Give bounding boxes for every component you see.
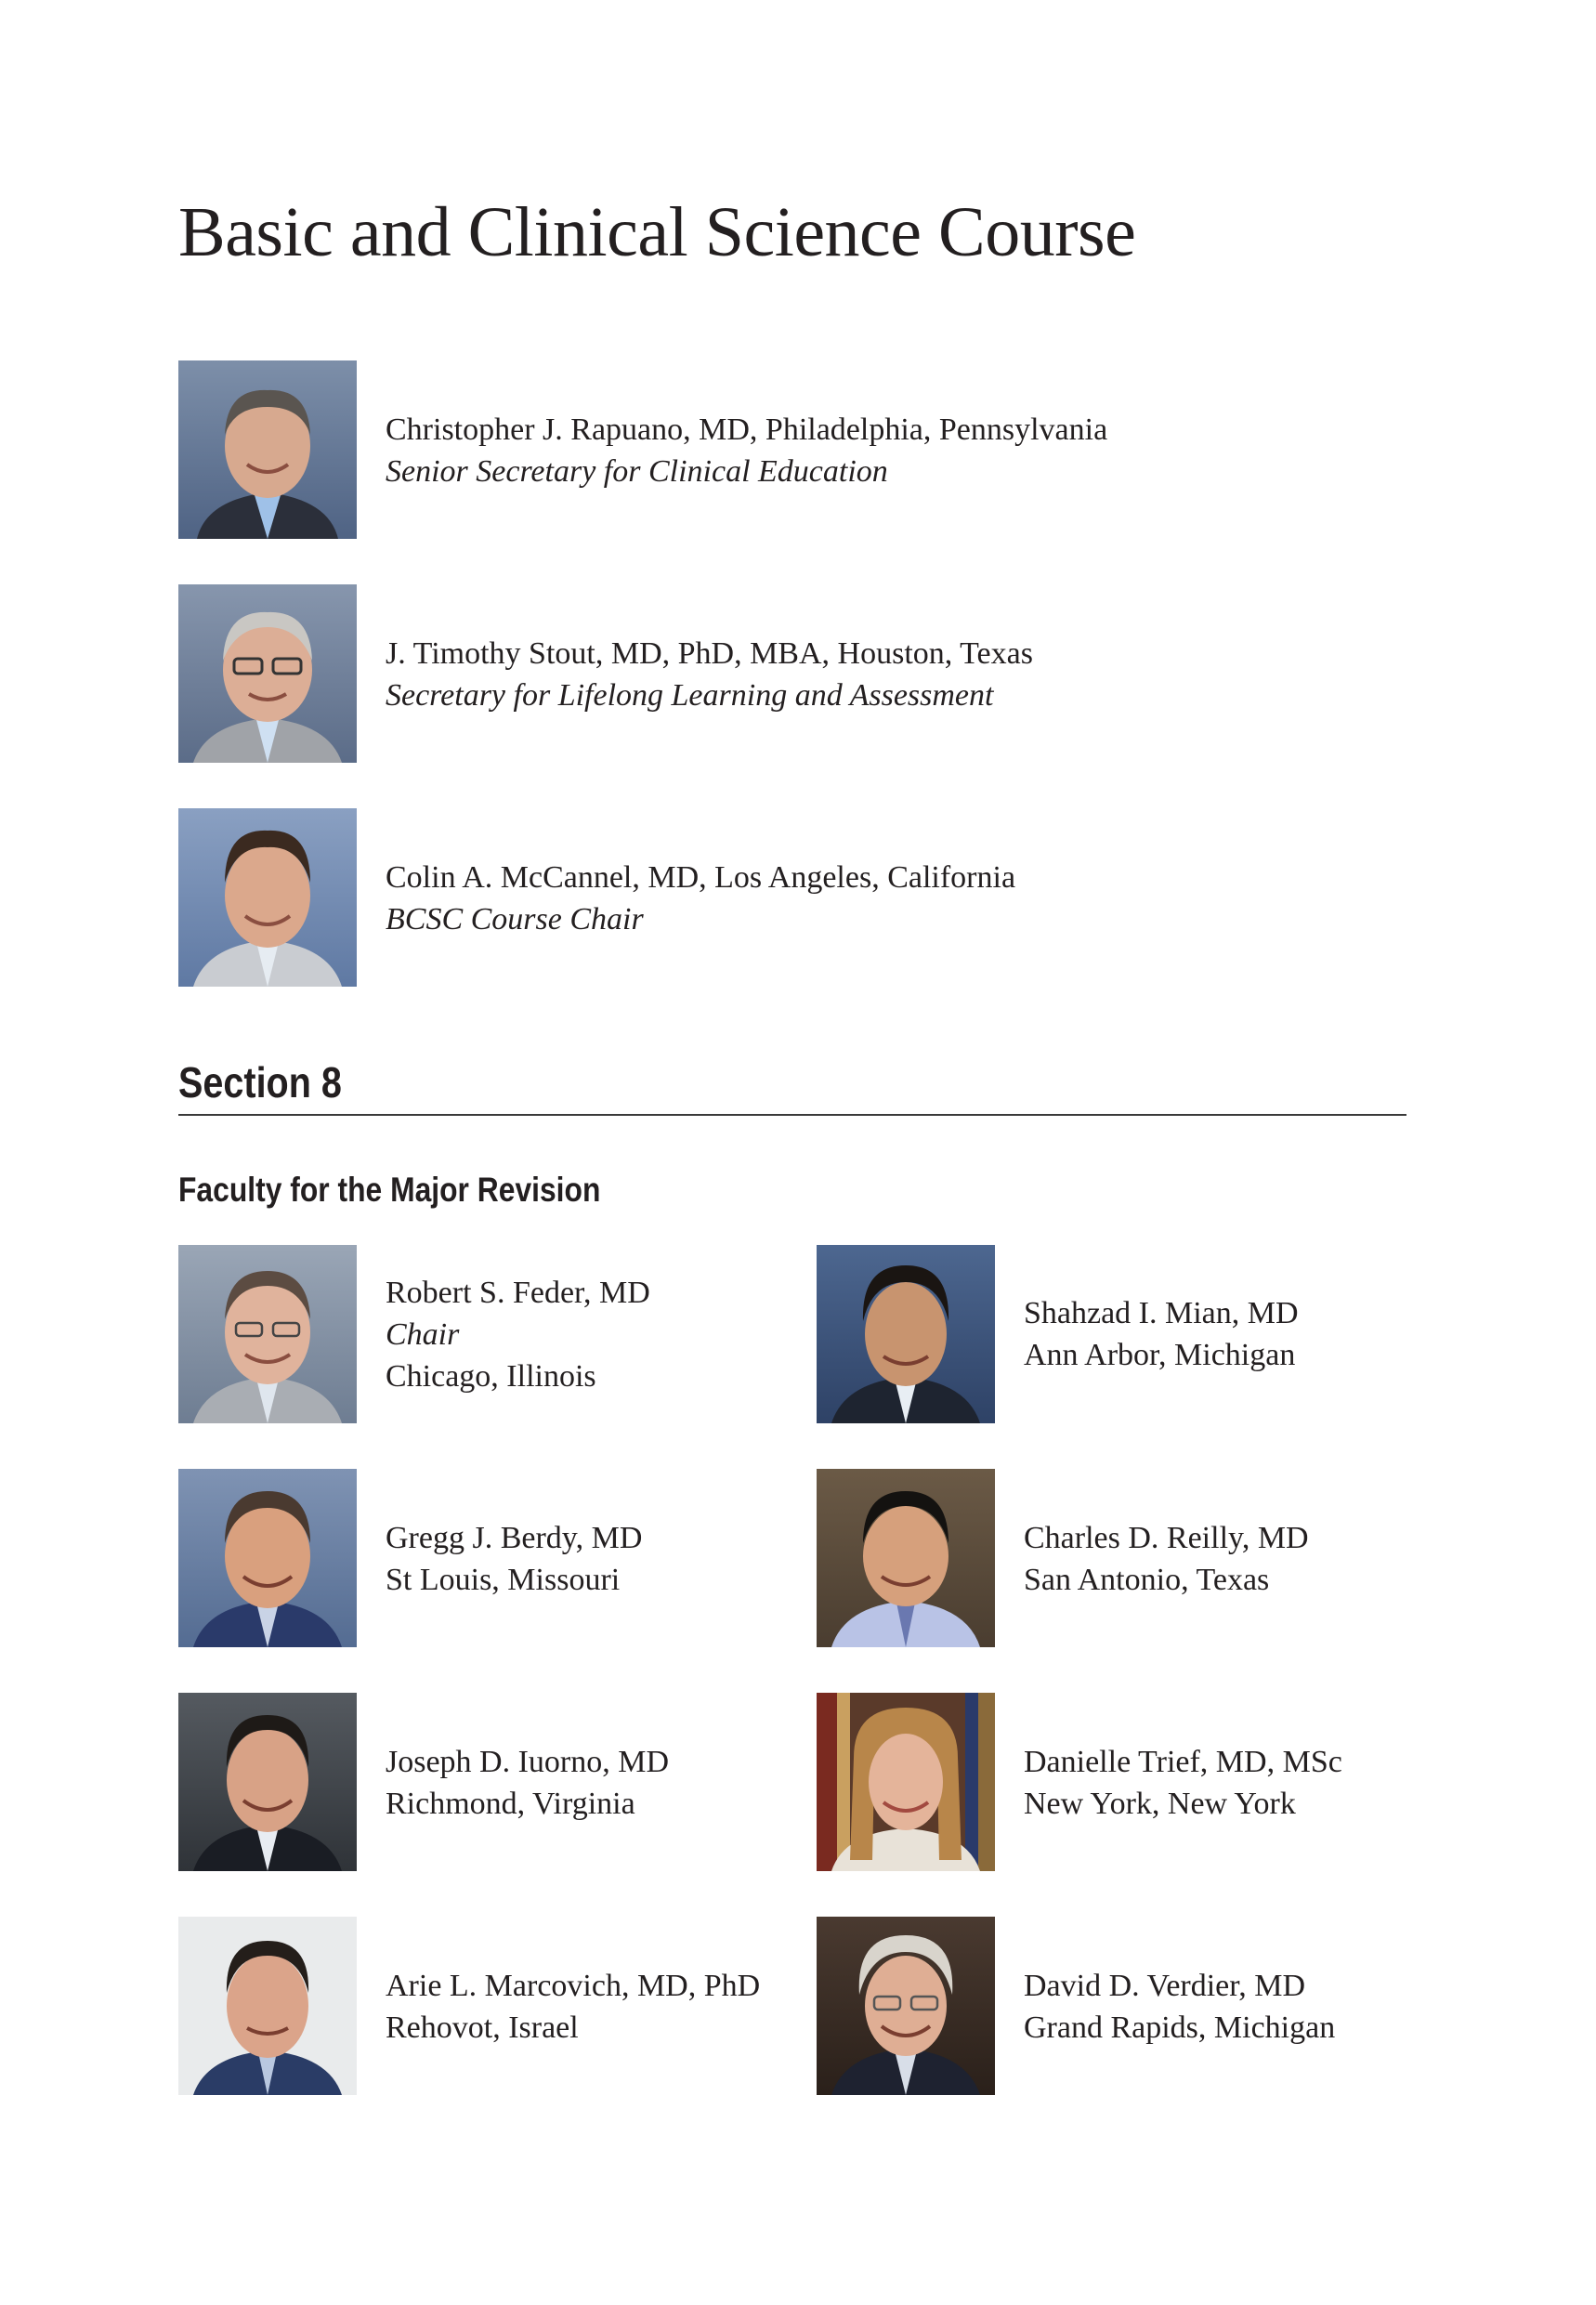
faculty-location: Chicago, Illinois	[386, 1359, 596, 1394]
faculty-name: Shahzad I. Mian, MD	[1024, 1296, 1299, 1330]
section-divider	[178, 1114, 1406, 1116]
faculty-subheading: Faculty for the Major Revision	[178, 1171, 601, 1209]
portrait-photo	[178, 360, 357, 539]
portrait-photo	[817, 1917, 995, 2095]
faculty-name: David D. Verdier, MD	[1024, 1969, 1306, 2003]
page-title: Basic and Clinical Science Course	[178, 193, 1136, 271]
faculty-location: Ann Arbor, Michigan	[1024, 1338, 1296, 1372]
faculty-location: Richmond, Virginia	[386, 1787, 635, 1821]
leader-name: Colin A. McCannel, MD, Los Angeles, California	[386, 860, 1016, 895]
faculty-location: New York, New York	[1024, 1787, 1296, 1821]
portrait-photo	[178, 1917, 357, 2095]
leader-role: Senior Secretary for Clinical Education	[386, 454, 888, 489]
portrait-photo	[178, 1693, 357, 1871]
portrait-photo	[817, 1245, 995, 1423]
portrait-photo	[178, 1245, 357, 1423]
leader-name: Christopher J. Rapuano, MD, Philadelphia, Pennsylvania	[386, 413, 1108, 447]
leader-role: BCSC Course Chair	[386, 902, 644, 936]
faculty-location: St Louis, Missouri	[386, 1563, 621, 1597]
portrait-photo	[178, 808, 357, 987]
portrait-photo	[178, 584, 357, 763]
faculty-name: Robert S. Feder, MD	[386, 1276, 650, 1310]
portrait-photo	[817, 1693, 995, 1871]
faculty-name: Charles D. Reilly, MD	[1024, 1521, 1309, 1555]
faculty-role: Chair	[386, 1317, 460, 1352]
faculty-name: Arie L. Marcovich, MD, PhD	[386, 1969, 761, 2003]
faculty-location: Rehovot, Israel	[386, 2010, 579, 2045]
faculty-location: Grand Rapids, Michigan	[1024, 2010, 1336, 2045]
section-heading: Section 8	[178, 1058, 342, 1107]
faculty-name: Danielle Trief, MD, MSc	[1024, 1745, 1342, 1779]
portrait-photo	[178, 1469, 357, 1647]
leader-name: J. Timothy Stout, MD, PhD, MBA, Houston, Texas	[386, 636, 1033, 671]
faculty-location: San Antonio, Texas	[1024, 1563, 1270, 1597]
faculty-name: Joseph D. Iuorno, MD	[386, 1745, 670, 1779]
faculty-name: Gregg J. Berdy, MD	[386, 1521, 643, 1555]
portrait-photo	[817, 1469, 995, 1647]
leader-role: Secretary for Lifelong Learning and Assessment	[386, 678, 994, 713]
